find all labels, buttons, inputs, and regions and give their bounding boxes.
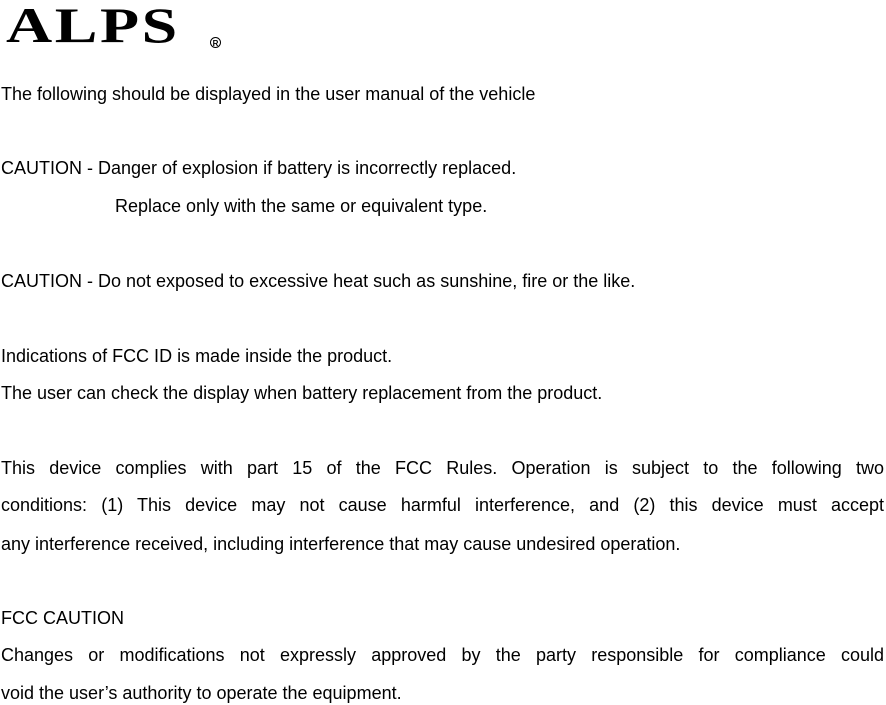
fcc-id-line1: Indications of FCC ID is made inside the product.: [1, 346, 393, 366]
registered-trademark-icon: R: [210, 37, 221, 48]
fcc-caution-heading: FCC CAUTION: [1, 608, 124, 628]
caution-battery-line2: Replace only with the same or equivalent type.: [115, 196, 488, 216]
fcc-caution-line1: Changes or modifications not expressly approved by the party responsible for compliance could: [1, 645, 884, 665]
fcc-id-line2: The user can check the display when battery replacement from the product.: [1, 383, 603, 403]
compliance-line2: conditions: (1) This device may not cause harmful interference, and (2) this device must accept: [1, 495, 884, 515]
compliance-line1: This device complies with part 15 of the FCC Rules. Operation is subject to the following two: [1, 458, 884, 478]
caution-battery-line1: CAUTION - Danger of explosion if battery is incorrectly replaced.: [1, 158, 517, 178]
caution-heat-text: CAUTION - Do not exposed to excessive heat such as sunshine, fire or the like.: [1, 271, 636, 291]
fcc-caution-line2: void the user’s authority to operate the equipment.: [1, 683, 402, 703]
logo-brand-text: ALPS: [6, 0, 180, 53]
intro-text: The following should be displayed in the user manual of the vehicle: [1, 84, 536, 104]
compliance-line3: any interference received, including interference that may cause undesired operation.: [1, 534, 681, 554]
alps-logo: [6, 0, 180, 53]
